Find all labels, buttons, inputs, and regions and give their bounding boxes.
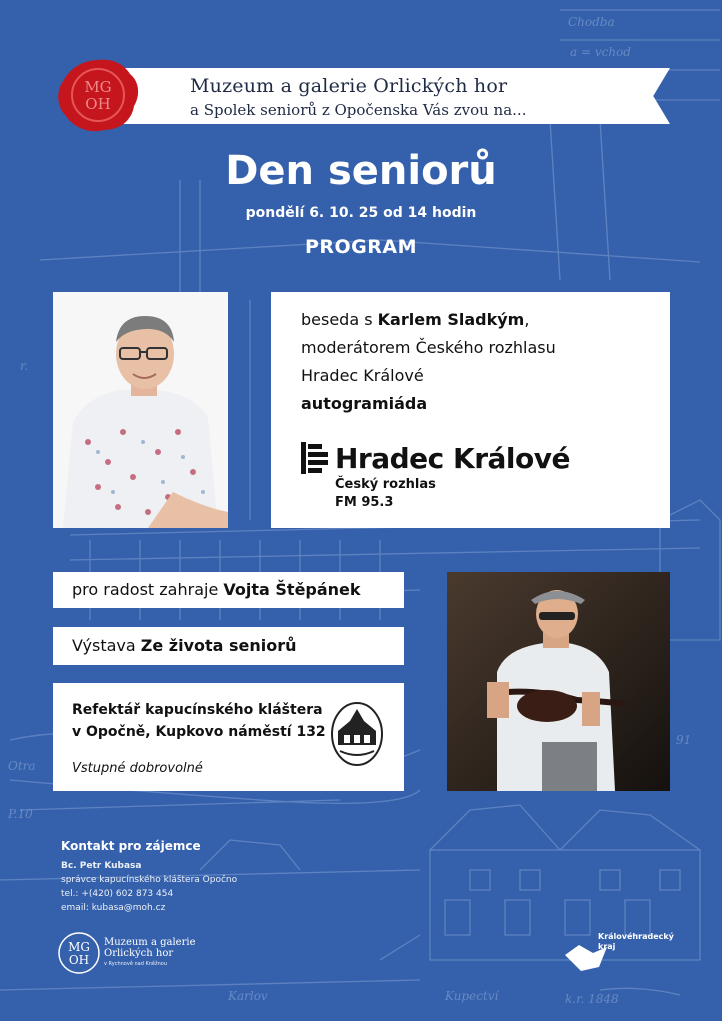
svg-text:OH: OH	[85, 95, 111, 113]
autograph-label: autogramiáda	[301, 394, 428, 413]
photo-karel-sladky	[53, 292, 228, 528]
svg-text:MG: MG	[84, 78, 112, 96]
contact-phone[interactable]: tel.: +(420) 602 873 454	[61, 889, 174, 899]
svg-text:91: 91	[676, 733, 692, 747]
monastery-stamp-icon	[330, 701, 384, 767]
radio-station-name: Hradec Králové	[335, 442, 570, 475]
svg-text:OH: OH	[68, 953, 90, 967]
museum-logo-icon	[57, 931, 101, 975]
interview-line-3: Hradec Králové	[301, 366, 424, 385]
svg-text:Otra: Otra	[8, 759, 36, 773]
program-item-music: pro radost zahraje Vojta Štěpánek	[53, 572, 404, 608]
svg-text:Chodba: Chodba	[568, 15, 615, 29]
exhibition-name: Ze života seniorů	[140, 636, 297, 655]
contact-name: Bc. Petr Kubasa	[61, 861, 142, 871]
museum-logo-text: Muzeum a galerie Orlických hor v Rychnově nad Kněžnou	[104, 937, 196, 967]
svg-text:Kupectví: Kupectví	[445, 989, 499, 1003]
interview-line-1: beseda s Karlem Sladkým,	[301, 310, 530, 329]
wax-seal-logo	[54, 56, 142, 134]
musician-name: Vojta Štěpánek	[223, 580, 361, 599]
program-heading: PROGRAM	[304, 236, 418, 258]
program-item-exhibition: Výstava Ze života seniorů	[53, 627, 404, 665]
svg-text:k.r. 1848: k.r. 1848	[565, 992, 619, 1006]
guest-name: Karlem Sladkým	[377, 310, 525, 329]
rozhlas-icon	[301, 442, 329, 474]
svg-text:Karlov: Karlov	[228, 989, 268, 1003]
contact-heading: Kontakt pro zájemce	[61, 839, 201, 853]
location-box	[53, 683, 404, 791]
svg-text:r.: r.	[20, 359, 29, 373]
program-item-interview	[271, 292, 670, 528]
cesky-rozhlas-logo	[301, 442, 570, 510]
svg-text:P.10: P.10	[8, 807, 33, 821]
svg-text:MG: MG	[68, 940, 90, 954]
interview-line-2: moderátorem Českého rozhlasu	[301, 338, 556, 357]
event-title: Den seniorů	[225, 148, 497, 194]
region-logo-text: Královéhradecký kraj	[598, 932, 674, 951]
photo-vojta-stepanek	[447, 572, 670, 791]
location-address: Refektář kapucínského kláštera v Opočně, Kupkovo náměstí 132	[72, 702, 326, 740]
event-date: pondělí 6. 10. 25 od 14 hodin	[245, 205, 477, 221]
entry-fee: Vstupné dobrovolné	[72, 761, 203, 776]
radio-subtitle: Český rozhlas FM 95.3	[335, 477, 436, 510]
contact-email[interactable]: email: kubasa@moh.cz	[61, 903, 166, 913]
header-line-1: Muzeum a galerie Orlických hor	[190, 75, 508, 97]
contact-role: správce kapucínského kláštera Opočno	[61, 875, 238, 885]
svg-text:a = vchod: a = vchod	[570, 45, 631, 59]
header-line-2: a Spolek seniorů z Opočenska Vás zvou na...	[190, 101, 527, 119]
contact-info	[61, 839, 237, 915]
